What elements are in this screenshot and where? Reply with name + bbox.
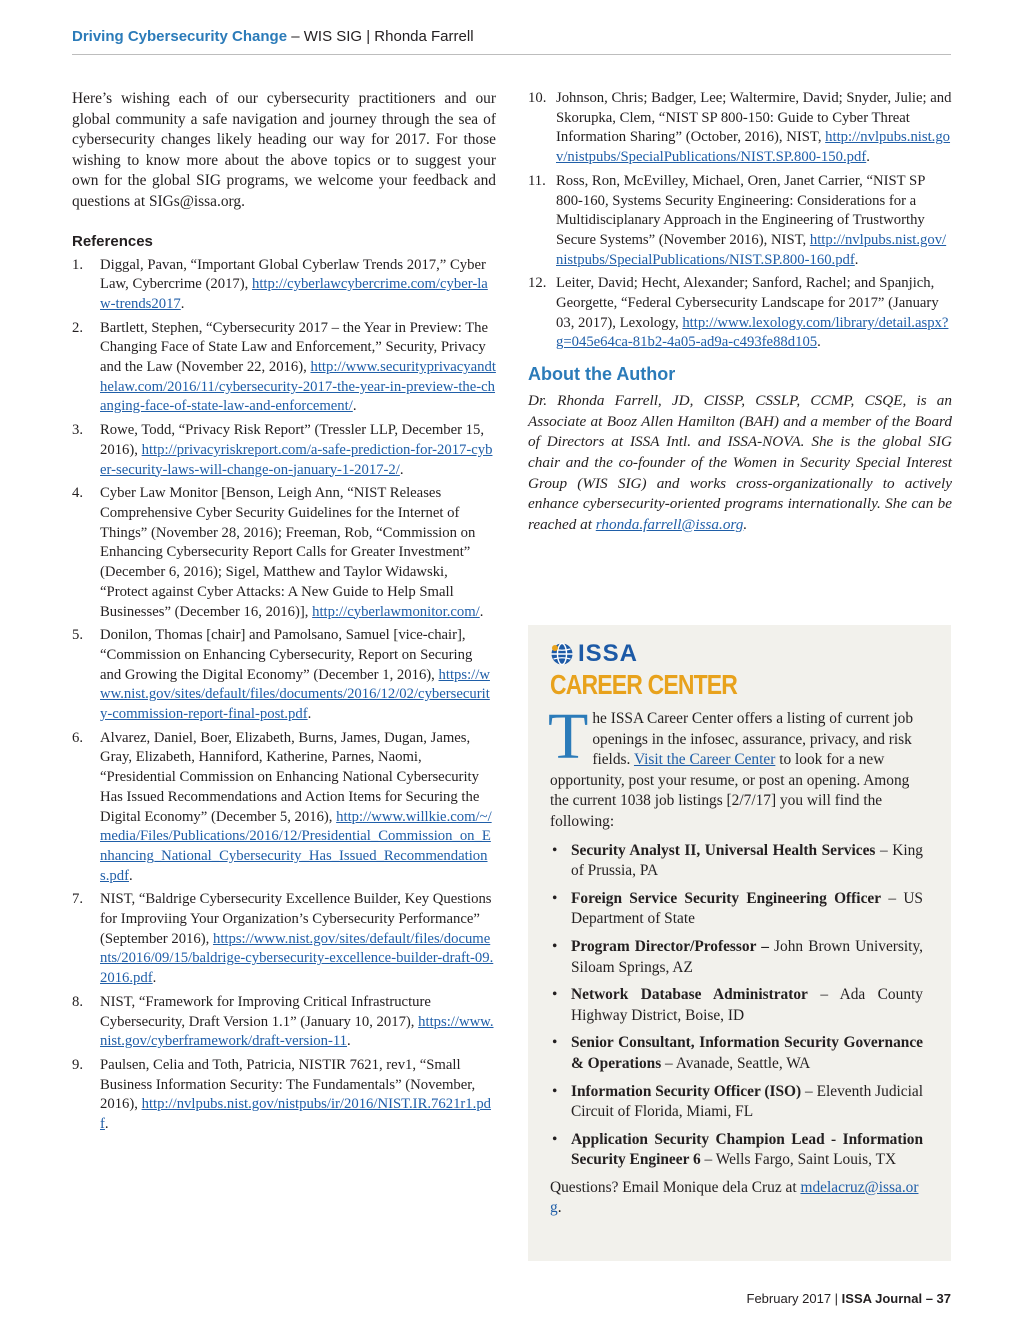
reference-link[interactable]: https://www.nist.gov/sites/default/files/documents/2016/09/15/baldrige-cybersecurity-excellence-builder-draft-09.2016.pdf bbox=[100, 930, 494, 987]
reference-text: Ross, Ron, McEvilley, Michael, Oren, Janet Carrier, “NIST SP 800-160, Systems Security Engineering: Considerations for a Multidisciplanary Approach in the Engineering of Trustworthy Secure Systems” (November 2016), NIST, bbox=[556, 172, 925, 248]
job-title: Network Database Administrator bbox=[571, 986, 808, 1004]
reference-item bbox=[72, 484, 496, 622]
bullet-icon: • bbox=[552, 1082, 558, 1100]
reference-end: . bbox=[854, 251, 859, 268]
career-intro-text-2: to look for a new opportunity, post your resume, or post an opening. Among the current 1038 job listings [2/7/17] you will find the following: bbox=[550, 751, 910, 830]
reference-item bbox=[72, 626, 496, 725]
reference-item bbox=[528, 89, 952, 168]
references-heading: References bbox=[72, 232, 153, 250]
reference-item bbox=[528, 274, 952, 353]
job-detail: – US Department of State bbox=[571, 889, 923, 928]
header-author: – WIS SIG | Rhonda Farrell bbox=[287, 28, 474, 45]
reference-end: . bbox=[347, 1033, 351, 1050]
reference-link[interactable]: http://www.lexology.com/library/detail.aspx?g=045e64ca-81b2-4a05-ad9a-c493fe88d105 bbox=[556, 314, 949, 351]
reference-item bbox=[72, 319, 496, 418]
reference-text: NIST, “Baldrige Cybersecurity Excellence Builder, Key Questions for Improviing Your Organization’s Cybersecurity Performance” (September 2016), bbox=[100, 891, 492, 947]
job-listing bbox=[550, 985, 923, 1026]
job-detail: John Brown University, Siloam Springs, AZ bbox=[571, 937, 923, 976]
reference-item bbox=[72, 421, 496, 480]
bullet-icon: • bbox=[552, 1130, 558, 1148]
reference-end: . bbox=[128, 867, 133, 884]
reference-item bbox=[72, 729, 496, 887]
job-detail: – Eleventh Judicial Circuit of Florida, Miami, FL bbox=[571, 1082, 924, 1121]
reference-link[interactable]: http://cyberlawmonitor.com/ bbox=[312, 603, 480, 620]
reference-text: Rowe, Todd, “Privacy Risk Report” (Tressler LLP, December 15, 2016), bbox=[100, 422, 485, 458]
reference-number: 12. bbox=[528, 275, 547, 292]
reference-end: . bbox=[352, 398, 357, 415]
reference-link[interactable]: http://privacyriskreport.com/a-safe-prediction-for-2017-cyber-security-laws-will-change-on-january-1-2017-2/ bbox=[100, 441, 493, 478]
reference-number: 1. bbox=[72, 256, 84, 273]
author-bio-text: Dr. Rhonda Farrell, JD, CISSP, CSSLP, CCMP, CSQE, is an Associate at Booz Allen Hamilton (BAH) and a member of the Board of Directors at ISSA Intl. and ISSA-NOVA. She is the global SIG chair and the co-founder of the Women in Security Special Interest Group (WIS SIG) and works cross-organizationally to actively enhance cybersecurity-oriented programs internationally. She can be reached at bbox=[528, 392, 952, 533]
visit-career-center-link[interactable]: Visit the Career Center bbox=[633, 751, 776, 769]
reference-text: Paulsen, Celia and Toth, Patricia, NISTIR 7621, rev1, “Small Business Information Security: The Fundamentals” (November, 2016), bbox=[100, 1056, 476, 1113]
reference-text: Alvarez, Daniel, Boer, Elizabeth, Burns, James, Dugan, James, Gray, Elizabeth, Hanniford, Katherine, Parnes, Naomi, “Presidential Commission on Enhancing National Cybersecurity Has Issued Recommendations and Action Items for Securing the Digital Economy” (December 5, 2016), bbox=[100, 729, 480, 825]
job-listing bbox=[550, 1130, 923, 1171]
reference-number: 5. bbox=[72, 627, 84, 644]
bullet-icon: • bbox=[552, 889, 558, 907]
job-title: Program Director/Professor – bbox=[571, 937, 769, 955]
references-list-continued bbox=[528, 89, 952, 353]
reference-item bbox=[72, 993, 496, 1052]
reference-link[interactable]: http://nvlpubs.nist.gov/nistpubs/ir/2016/NIST.IR.7621r1.pdf bbox=[100, 1096, 492, 1133]
reference-number: 10. bbox=[528, 90, 547, 106]
reference-end: . bbox=[307, 706, 312, 723]
questions-text: Questions? Email Monique dela Cruz at bbox=[550, 1178, 801, 1196]
reference-link[interactable]: http://www.willkie.com/~/media/Files/Publications/2016/12/Presidential_Commission_on_Enhancing_National_Cybersecurity_Has_Issued_Recommendations.pdf bbox=[100, 808, 492, 884]
bullet-icon: • bbox=[552, 841, 558, 859]
page-footer bbox=[747, 1291, 952, 1306]
drop-cap: T bbox=[548, 700, 589, 773]
references-list bbox=[72, 256, 496, 1135]
reference-link[interactable]: https://www.nist.gov/sites/default/files/documents/2016/12/02/cybersecurity-commission-report-final-post.pdf bbox=[100, 666, 490, 723]
reference-number: 4. bbox=[72, 485, 84, 502]
job-listing bbox=[550, 1033, 923, 1074]
reference-end: . bbox=[866, 149, 870, 166]
reference-number: 3. bbox=[72, 422, 84, 439]
job-detail: – Ada County Highway District, Boise, ID bbox=[571, 986, 923, 1024]
reference-number: 2. bbox=[72, 319, 84, 336]
reference-number: 7. bbox=[72, 891, 84, 908]
author-email-link[interactable]: rhonda.farrell@issa.org bbox=[595, 515, 744, 533]
intro-paragraph: Here’s wishing each of our cybersecurity practitioners and our global community a safe navigation and journey through the sea of cybersecurity changes likely heading our way for 2017. For those wishing to know more about the above topics or to suggest your own for the global SIG programs, we welcome your feedback and questions at SIGs@issa.org. bbox=[72, 90, 496, 210]
contact-email-link[interactable]: mdelacruz@issa.org bbox=[550, 1178, 919, 1217]
author-bio-end: . bbox=[743, 515, 748, 533]
running-header bbox=[72, 28, 951, 55]
job-listing bbox=[550, 841, 923, 882]
reference-text: Donilon, Thomas [chair] and Pamolsano, Samuel [vice-chair], “Commission on Enhancing Cybersecurity, Report on Securing and Growing the Digital Economy” (December 1, 2016), bbox=[100, 627, 473, 683]
career-center-box bbox=[528, 625, 951, 1261]
reference-link[interactable]: http://cyberlawcybercrime.com/cyber-law-trends2017 bbox=[100, 276, 488, 312]
career-center-title: CAREER CENTER bbox=[550, 669, 738, 700]
reference-text: NIST, “Framework for Improving Critical Infrastructure Cybersecurity, Draft Version 1.1” (January 10, 2017), bbox=[100, 993, 431, 1030]
reference-end: . bbox=[104, 1116, 109, 1133]
job-listings bbox=[550, 841, 923, 1171]
reference-text: Cyber Law Monitor [Benson, Leigh Ann, “NIST Releases Comprehensive Cyber Security Guidelines for the Internet of Things” (November 28, 2016); Freeman, Rob, “Commission on Enhancing Cybersecurity Report Calls for Greater Investment” (December 6, 2016); Sigel, Matthew and Taylor Widawski, “Protect against Cyber Attacks: A New Guide to Help Small Businesses” (December 16, 2016)], bbox=[100, 485, 476, 620]
questions-end: . bbox=[557, 1199, 562, 1217]
right-column bbox=[528, 89, 952, 535]
reference-text: Leiter, David; Hecht, Alexander; Sanford, Rachel; and Spanjich, Georgette, “Federal Cybersecurity Landscape for 2017” (January 03, 2017), Lexology, bbox=[556, 275, 939, 331]
career-intro-text: he ISSA Career Center offers a listing of current job openings in the infosec, assurance, privacy, and risk fields. bbox=[592, 710, 914, 769]
bullet-icon: • bbox=[552, 1034, 558, 1052]
left-column bbox=[72, 89, 496, 1139]
reference-number: 6. bbox=[72, 729, 84, 746]
career-intro bbox=[548, 700, 923, 833]
reference-number: 11. bbox=[528, 172, 546, 189]
bullet-icon: • bbox=[552, 937, 558, 955]
reference-number: 9. bbox=[72, 1056, 84, 1073]
job-detail: – King of Prussia, PA bbox=[571, 841, 923, 880]
job-title: Senior Consultant, Information Security Governance & Operations bbox=[571, 1034, 923, 1072]
reference-item bbox=[528, 172, 952, 271]
reference-end: . bbox=[817, 334, 821, 351]
header-section-title: Driving Cybersecurity Change bbox=[72, 28, 288, 45]
issa-logo-text: ISSA bbox=[578, 640, 639, 667]
bullet-icon: • bbox=[552, 986, 558, 1004]
reference-end: . bbox=[180, 295, 185, 312]
reference-item bbox=[72, 890, 496, 989]
job-title: Information Security Officer (ISO) bbox=[571, 1082, 802, 1100]
reference-link[interactable]: http://www.securityprivacyandthelaw.com/2016/11/cybersecurity-2017-the-year-in-preview-the-changing-face-of-state-law-and-enforcement/ bbox=[100, 359, 496, 415]
reference-end: . bbox=[152, 970, 157, 987]
reference-link[interactable]: https://www.nist.gov/cyberframework/draft-version-11 bbox=[100, 1013, 494, 1050]
job-listing bbox=[550, 937, 923, 978]
job-listing bbox=[550, 889, 923, 930]
reference-link[interactable]: http://nvlpubs.nist.gov/nistpubs/SpecialPublications/NIST.SP.800-150.pdf bbox=[556, 129, 951, 166]
job-title: Security Analyst II, Universal Health Services bbox=[571, 841, 876, 859]
reference-end: . bbox=[399, 461, 404, 478]
issa-logo bbox=[550, 641, 923, 667]
job-detail: – Wells Fargo, Saint Louis, TX bbox=[700, 1151, 897, 1169]
job-listing bbox=[550, 1082, 923, 1123]
reference-text: Bartlett, Stephen, “Cybersecurity 2017 – the Year in Preview: The Changing Face of State Law and Enforcement,” Security, Privacy and the Law (November 22, 2016), bbox=[100, 319, 489, 376]
footer-date: February 2017 | bbox=[746, 1291, 842, 1306]
globe-icon bbox=[550, 642, 574, 666]
job-detail: – Avanade, Seattle, WA bbox=[661, 1054, 811, 1072]
questions-contact bbox=[550, 1178, 923, 1219]
reference-item bbox=[72, 256, 496, 315]
reference-item bbox=[72, 1056, 496, 1135]
reference-end: . bbox=[479, 603, 484, 620]
reference-link[interactable]: http://nvlpubs.nist.gov/nistpubs/SpecialPublications/NIST.SP.800-160.pdf bbox=[556, 231, 947, 268]
footer-journal-page: ISSA Journal – 37 bbox=[841, 1291, 951, 1306]
about-author-heading: About the Author bbox=[528, 364, 676, 385]
reference-text: Johnson, Chris; Badger, Lee; Waltermire, David; Snyder, Julie; and Skorupka, Clem, “NIST SP 800-150: Guide to Cyber Threat Information Sharing” (October, 2016), NIST, bbox=[556, 90, 952, 146]
author-bio bbox=[528, 391, 952, 535]
job-title: Application Security Champion Lead - Information Security Engineer 6 bbox=[571, 1130, 923, 1169]
reference-number: 8. bbox=[72, 993, 84, 1010]
reference-text: Diggal, Pavan, “Important Global Cyberlaw Trends 2017,” Cyber Law, Cybercrime (2017), bbox=[100, 256, 486, 293]
job-title: Foreign Service Security Engineering Officer bbox=[571, 889, 882, 907]
